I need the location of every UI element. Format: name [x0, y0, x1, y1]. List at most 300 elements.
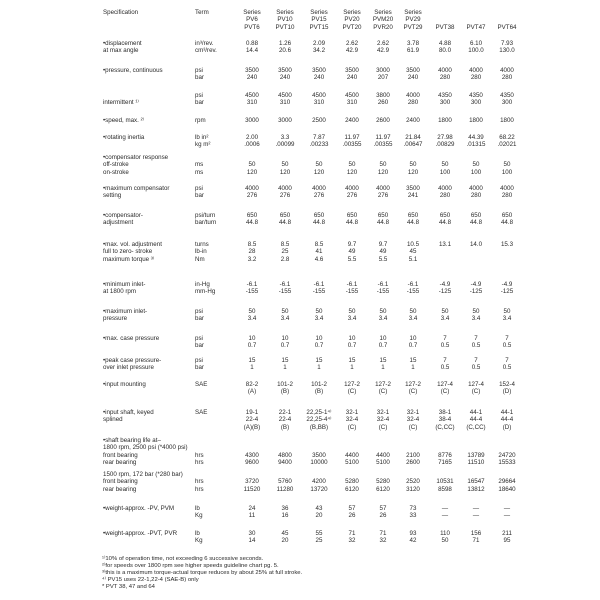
spec-value: 4000: [469, 67, 483, 74]
spec-label: •rotating inertia: [103, 134, 145, 141]
spec-value: 100: [501, 168, 513, 176]
spec-value: 4300: [245, 451, 259, 459]
term-unit: lb: [195, 505, 200, 512]
term-unit: mm-Hg: [195, 288, 216, 296]
spec-value: 57: [348, 505, 356, 512]
term-unit: lb: [195, 530, 200, 537]
spec-value: 3500: [278, 67, 292, 74]
spec-value: 100.0: [468, 47, 484, 55]
spec-value: 13812: [467, 485, 485, 493]
spec-value: .00647: [403, 141, 423, 149]
spec-value: 44.8: [469, 219, 483, 227]
term-unit: turns: [195, 241, 209, 248]
series-header-line: PV20: [344, 16, 360, 24]
spec-label: •speed, max. ²⁾: [103, 117, 145, 124]
footnote: ¹⁾10% of operation time, not exceeding 6 successive seconds.: [102, 556, 264, 562]
spec-value: 32-1: [345, 409, 359, 416]
spec-value: 240: [246, 74, 258, 82]
spec-label: •displacement: [103, 40, 142, 47]
spec-value: 240: [346, 74, 358, 82]
spec-value: 280: [439, 192, 451, 200]
spec-value: 2500: [312, 117, 326, 124]
spec-value: (C,CC): [435, 423, 455, 431]
spec-value: 44.8: [406, 219, 420, 227]
term-unit: psi: [195, 67, 203, 74]
spec-value: 650: [377, 212, 389, 219]
spec-value: 7: [443, 335, 447, 342]
term-unit: rpm: [195, 117, 206, 124]
spec-value: 32-4: [376, 416, 390, 424]
spec-value: 276: [346, 192, 358, 200]
spec-value: 24: [248, 505, 256, 512]
spec-value: 100: [470, 168, 482, 176]
spec-value: 38-1: [438, 409, 452, 416]
term-unit: bar: [195, 99, 204, 107]
spec-value: 127-2: [344, 381, 360, 388]
spec-value: 16: [281, 512, 289, 520]
spec-value: 4350: [500, 92, 514, 99]
term-unit: bar: [195, 74, 204, 82]
spec-value: 50: [248, 161, 256, 169]
spec-label: intermittent ¹⁾: [103, 99, 139, 107]
spec-value: 1: [283, 364, 287, 372]
spec-value: 50: [441, 161, 449, 169]
spec-value: 19-1: [245, 409, 259, 416]
spec-value: 44-4: [500, 416, 514, 424]
spec-label: •shaft bearing life at–: [103, 437, 161, 444]
spec-value: 14.0: [469, 241, 483, 248]
spec-value: 11280: [276, 485, 294, 493]
spec-value: —: [441, 512, 449, 520]
spec-value: 211: [502, 530, 512, 537]
spec-value: 15: [409, 357, 417, 364]
footnote: ⁴⁾ PV15 uses 22-1,22-4 (SAE-B) only: [102, 577, 199, 584]
spec-value: 8598: [438, 485, 452, 493]
term-unit: SAE: [195, 381, 208, 388]
spec-value: 2600: [406, 459, 420, 467]
series-header-line: PVT38: [435, 23, 455, 31]
spec-value: -155: [245, 288, 259, 296]
spec-label: •weight-approx. -PV, PVM: [103, 505, 175, 512]
spec-value: 9400: [278, 459, 292, 467]
spec-value: 15: [281, 357, 289, 364]
spec-value: 0.7: [378, 342, 388, 350]
series-header-line: PV15: [311, 16, 327, 24]
spec-value: 3500: [406, 185, 420, 192]
spec-value: 2400: [406, 117, 420, 124]
spec-value: 127-2: [375, 381, 391, 388]
spec-value: (C): [408, 388, 418, 396]
spec-value: 30: [248, 530, 256, 537]
spec-value: 280: [501, 74, 513, 82]
spec-value: 10: [248, 335, 256, 342]
spec-value: 120: [346, 168, 358, 176]
footnote: * PVT 38, 47 and 64: [102, 584, 155, 591]
spec-value: 11510: [467, 459, 485, 467]
spec-value: 50: [248, 308, 256, 315]
spec-value: 7: [443, 357, 447, 364]
spec-value: 4000: [345, 185, 359, 192]
spec-value: 7: [505, 335, 509, 342]
spec-value: 50: [503, 161, 511, 169]
spec-value: 32-4: [406, 416, 420, 424]
spec-value: 3000: [278, 117, 292, 124]
spec-value: 10.5: [406, 241, 420, 248]
spec-value: 207: [377, 74, 389, 82]
spec-value: 1: [411, 364, 415, 372]
spec-value: (C,CC): [466, 423, 486, 431]
spec-value: 20: [281, 537, 289, 545]
spec-value: 120: [279, 168, 291, 176]
spec-value: 14.4: [245, 47, 259, 55]
spec-value: 240: [407, 74, 419, 82]
spec-value: 10: [315, 335, 323, 342]
spec-value: 44-4: [469, 416, 483, 424]
spec-value: 276: [279, 192, 291, 200]
spec-value: 0.5: [502, 364, 512, 372]
spec-value: 0.7: [247, 342, 257, 350]
term-unit: psi/turn: [195, 212, 216, 219]
spec-label: •minimum inlet-: [103, 281, 146, 288]
spec-value: -4.9: [501, 281, 513, 288]
spec-value: 1800: [500, 117, 514, 124]
spec-value: 44-1: [500, 409, 514, 416]
spec-value: 3000: [245, 117, 259, 124]
spec-value: 7.93: [500, 40, 514, 47]
series-header-line: Series: [374, 9, 392, 16]
spec-value: 50: [472, 308, 480, 315]
spec-value: 276: [246, 192, 258, 200]
spec-value: 0.5: [440, 342, 450, 350]
spec-value: 241: [407, 192, 419, 200]
spec-value: 20.6: [278, 47, 292, 55]
spec-value: 44.39: [468, 134, 484, 141]
spec-value: 3500: [312, 451, 326, 459]
spec-value: .02021: [497, 141, 517, 149]
spec-value: 310: [246, 99, 258, 107]
spec-value: 4000: [376, 185, 390, 192]
spec-value: 100: [439, 168, 451, 176]
spec-value: 2.8: [280, 255, 290, 263]
term-unit: bar: [195, 364, 204, 372]
spec-value: 1: [381, 364, 385, 372]
spec-value: 32-4: [345, 416, 359, 424]
spec-value: 15: [248, 357, 256, 364]
spec-value: 16547: [467, 478, 485, 486]
spec-value: 300: [470, 99, 482, 107]
spec-value: -125: [438, 288, 452, 296]
spec-value: —: [472, 505, 480, 512]
spec-value: 25: [315, 537, 323, 545]
spec-value: (C): [408, 423, 418, 431]
spec-value: 26: [379, 512, 387, 520]
spec-value: 22,25-1⁴⁾: [306, 409, 332, 416]
spec-value: (B,BB): [309, 423, 329, 431]
spec-value: 3500: [245, 67, 259, 74]
spec-value: 4400: [345, 451, 359, 459]
spec-value: 5280: [345, 478, 359, 486]
spec-value: 4500: [278, 92, 292, 99]
spec-value: 4400: [376, 451, 390, 459]
series-header-line: PVT6: [244, 23, 260, 31]
spec-label: full to zero- stroke: [103, 248, 153, 256]
spec-value: 6.10: [469, 40, 483, 47]
spec-value: -155: [376, 288, 390, 296]
spec-value: 9.7: [378, 241, 388, 248]
spec-value: -6.1: [377, 281, 389, 288]
spec-value: 50: [379, 308, 387, 315]
spec-value: 3.78: [406, 40, 420, 47]
spec-value: 276: [377, 192, 389, 200]
spec-value: 95: [503, 537, 511, 545]
spec-value: 61.9: [406, 47, 420, 55]
header-specification: Specification: [103, 9, 139, 16]
series-header-line: PVT29: [403, 23, 423, 31]
spec-value: 3.4: [502, 315, 512, 323]
spec-value: 15.3: [500, 241, 514, 248]
term-unit: in³/rev.: [195, 40, 214, 47]
spec-value: 4.88: [438, 40, 452, 47]
spec-value: 44.8: [245, 219, 259, 227]
spec-value: (C): [440, 388, 450, 396]
spec-value: 4500: [312, 92, 326, 99]
spec-value: 13.1: [438, 241, 452, 248]
spec-value: 3.4: [471, 315, 481, 323]
spec-value: 28: [248, 248, 256, 256]
term-unit: bar: [195, 315, 204, 323]
term-unit: bar: [195, 342, 204, 350]
spec-value: —: [503, 505, 511, 512]
spec-value: 2520: [406, 478, 420, 486]
spec-value: (C): [471, 388, 481, 396]
spec-value: 5100: [376, 459, 390, 467]
spec-value: 49: [379, 248, 387, 256]
spec-value: 7: [474, 335, 478, 342]
spec-value: 32: [348, 537, 356, 545]
spec-value: 7: [505, 357, 509, 364]
spec-value: 280: [439, 74, 451, 82]
spec-value: 4000: [500, 185, 514, 192]
series-header-line: PVT47: [466, 23, 486, 31]
spec-value: 4800: [278, 451, 292, 459]
spec-value: 14: [248, 537, 256, 545]
spec-value: 41: [315, 248, 323, 256]
spec-value: —: [503, 512, 511, 520]
spec-value: 1.26: [278, 40, 292, 47]
spec-label: •maximum compensator: [103, 185, 170, 192]
spec-value: 29664: [498, 478, 516, 486]
spec-value: 4.6: [314, 255, 324, 263]
spec-value: (A): [247, 388, 257, 396]
spec-value: 3.4: [280, 315, 290, 323]
spec-value: 4000: [438, 67, 452, 74]
spec-value: 4000: [406, 92, 420, 99]
spec-value: 1: [250, 364, 254, 372]
spec-value: 25: [281, 248, 289, 256]
spec-value: 127-2: [405, 381, 421, 388]
spec-value: 50: [441, 537, 449, 545]
spec-value: 9.7: [347, 241, 357, 248]
footnote: ³⁾this is a maximum torque-actual torque reduces by about 25% at full stroke.: [102, 570, 303, 577]
spec-value: (B): [280, 423, 290, 431]
spec-label: •input mounting: [103, 381, 146, 388]
spec-value: 4350: [438, 92, 452, 99]
header-term: Term: [195, 9, 209, 16]
spec-label: at max angle: [103, 47, 139, 55]
spec-value: 8.5: [247, 241, 257, 248]
series-header-line: PVT20: [342, 23, 362, 31]
spec-value: 650: [313, 212, 325, 219]
spec-value: .00355: [373, 141, 393, 149]
spec-value: 44.8: [312, 219, 326, 227]
spec-value: 3500: [406, 67, 420, 74]
spec-value: 4000: [469, 185, 483, 192]
spec-label: pressure: [103, 315, 128, 323]
series-header-line: PV29: [405, 16, 421, 24]
spec-value: 10000: [310, 459, 328, 467]
spec-value: 10: [379, 335, 387, 342]
spec-value: 156: [470, 530, 482, 537]
spec-value: 43: [315, 505, 323, 512]
series-header-line: PV6: [246, 16, 258, 24]
spec-value: 120: [313, 168, 325, 176]
spec-value: 3120: [406, 485, 420, 493]
spec-value: -6.1: [346, 281, 358, 288]
spec-value: 38-4: [438, 416, 452, 424]
spec-value: 1: [350, 364, 354, 372]
spec-value: 101-2: [277, 381, 293, 388]
spec-value: 3.3: [280, 134, 290, 141]
spec-value: 44-1: [469, 409, 483, 416]
spec-value: 11520: [243, 485, 261, 493]
spec-value: 10: [348, 335, 356, 342]
spec-value: (B): [280, 388, 290, 396]
spec-value: 22-4: [278, 416, 292, 424]
spec-label: adjustment: [103, 219, 134, 227]
spec-value: 4500: [245, 92, 259, 99]
spec-value: 300: [501, 99, 513, 107]
spec-value: 82-2: [245, 381, 259, 388]
spec-value: 5100: [345, 459, 359, 467]
spec-label: •input shaft, keyed: [103, 409, 154, 416]
spec-value: 57: [379, 505, 387, 512]
series-header-line: PV10: [277, 16, 293, 24]
spec-label: rear bearing: [103, 459, 137, 467]
spec-value: 68.22: [499, 134, 515, 141]
spec-value: 3.4: [314, 315, 324, 323]
spec-value: 4500: [345, 92, 359, 99]
spec-value: -6.1: [313, 281, 325, 288]
spec-value: .0006: [244, 141, 260, 149]
term-unit: hrs: [195, 478, 204, 486]
spec-value: 11.97: [344, 134, 360, 141]
spec-value: 18640: [498, 485, 516, 493]
spec-value: 0.7: [347, 342, 357, 350]
spec-label: setting: [103, 192, 122, 200]
spec-value: 4000: [245, 185, 259, 192]
spec-value: 50: [315, 308, 323, 315]
spec-value: 21.84: [405, 134, 421, 141]
spec-value: 20: [315, 512, 323, 520]
spec-value: 50: [379, 161, 387, 169]
spec-value: 42: [409, 537, 417, 545]
spec-value: 50: [503, 308, 511, 315]
spec-value: 650: [439, 212, 451, 219]
spec-value: -155: [312, 288, 326, 296]
spec-value: 310: [346, 99, 358, 107]
spec-value: 50: [348, 308, 356, 315]
spec-value: 33: [409, 512, 417, 520]
spec-value: 73: [409, 505, 417, 512]
spec-value: 71: [472, 537, 480, 545]
spec-value: 3.4: [440, 315, 450, 323]
spec-value: -155: [278, 288, 292, 296]
spec-value: 276: [313, 192, 325, 200]
spec-label: splined: [103, 416, 123, 424]
spec-value: 50: [409, 161, 417, 169]
spec-value: 650: [470, 212, 482, 219]
spec-value: 3500: [345, 67, 359, 74]
spec-value: 3000: [376, 67, 390, 74]
term-unit: psi: [195, 185, 203, 192]
spec-value: 4000: [438, 185, 452, 192]
spec-label: maximum torque ³⁾: [103, 255, 155, 263]
spec-value: 6120: [345, 485, 359, 493]
spec-value: .01315: [466, 141, 486, 149]
spec-label: rear bearing: [103, 485, 137, 493]
term-unit: Kg: [195, 512, 203, 520]
spec-value: 0.5: [440, 364, 450, 372]
spec-value: 4350: [469, 92, 483, 99]
series-header-line: Series: [343, 9, 361, 16]
spec-value: 280: [407, 99, 419, 107]
spec-value: 4200: [312, 478, 326, 486]
spec-value: 0.5: [471, 342, 481, 350]
term-unit: psi: [195, 335, 203, 342]
spec-value: 127-4: [437, 381, 453, 388]
spec-label: front bearing: [103, 451, 138, 459]
spec-value: -6.1: [407, 281, 419, 288]
spec-value: 32-1: [376, 409, 390, 416]
spec-value: 50: [281, 161, 289, 169]
spec-value: 260: [377, 99, 389, 107]
spec-value: 71: [348, 530, 356, 537]
spec-value: 15: [348, 357, 356, 364]
spec-value: 44.8: [345, 219, 359, 227]
spec-value: 280: [470, 74, 482, 82]
spec-value: 3800: [376, 92, 390, 99]
term-unit: hrs: [195, 459, 204, 467]
spec-value: 5760: [278, 478, 292, 486]
spec-value: 15: [379, 357, 387, 364]
spec-value: 127-4: [468, 381, 484, 388]
spec-value: 650: [407, 212, 419, 219]
series-header-line: PVT64: [497, 23, 517, 31]
spec-value: 44.8: [278, 219, 292, 227]
spec-value: 2.62: [376, 40, 390, 47]
term-unit: bar/turn: [195, 219, 217, 227]
spec-value: (D): [502, 423, 512, 431]
spec-value: 7165: [438, 459, 452, 467]
term-unit: psi: [195, 357, 203, 364]
spec-label: •compensator response: [103, 154, 169, 161]
term-unit: bar: [195, 192, 204, 200]
spec-value: 45: [281, 530, 289, 537]
term-unit: Kg: [195, 537, 203, 545]
spec-value: 101-2: [311, 381, 327, 388]
spec-value: 2600: [376, 117, 390, 124]
spec-value: 2100: [406, 451, 420, 459]
